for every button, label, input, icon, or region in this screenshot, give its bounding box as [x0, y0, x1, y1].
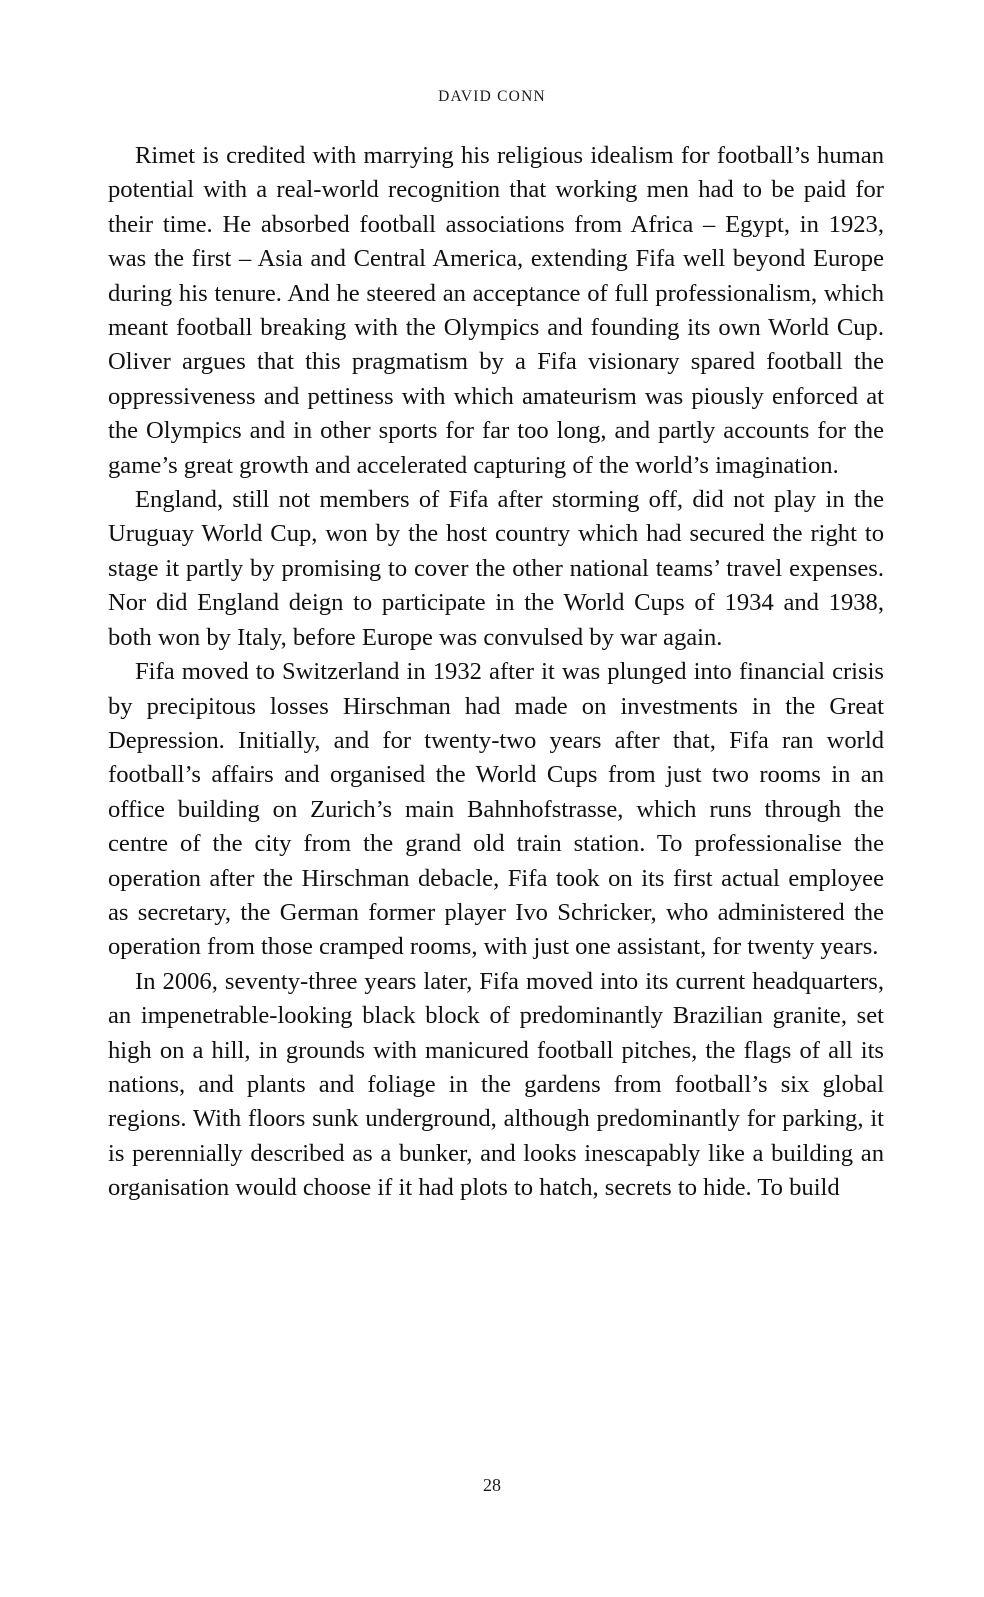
paragraph: Rimet is credited with marrying his religious idealism for football’s human potential with a real-world recognition that working men had to be paid for their time. He absorbed football associations from Africa – Egypt, in 1923, was the first – Asia and Central America, extending Fifa well beyond Europe during his tenure. And he steered an acceptance of full professionalism, which meant football breaking with the Olympics and founding its own World Cup. Oliver argues that this pragmatism by a Fifa visionary spared football the oppressiveness and pettiness with which amateurism was piously enforced at the Olympics and in other sports for far too long, and partly accounts for the game’s great growth and accelerated capturing of the world’s imagination. — [108, 142, 884, 479]
paragraph: England, still not members of Fifa after storming off, did not play in the Uruguay World Cup, won by the host country which had secured the right to stage it partly by promising to cover the other national teams’ travel expenses. Nor did England deign to participate in the World Cups of 1934 and 1938, both won by Italy, before Europe was convulsed by war again. — [108, 486, 884, 651]
body-text — [108, 139, 884, 1206]
page-number: 28 — [483, 1475, 501, 1495]
paragraph: In 2006, seventy-three years later, Fifa moved into its current headquarters, an impenetrable-looking black block of predominantly Brazilian granite, set high on a hill, in grounds with manicured football pitches, the flags of all its nations, and plants and foliage in the gardens from football’s six global regions. With floors sunk underground, although predominantly for parking, it is perennially described as a bunker, and looks inescapably like a building an organisation would choose if it had plots to hatch, secrets to hide. To build — [108, 967, 884, 1202]
running-head: DAVID CONN — [438, 88, 546, 105]
paragraph: Fifa moved to Switzerland in 1932 after it was plunged into financial crisis by precipitous losses Hirschman had made on investments in the Great Depression. Initially, and for twenty-two years after that, Fifa ran world football’s affairs and organised the World Cups from just two rooms in an office building on Zurich’s main Bahnhofstrasse, which runs through the centre of the city from the grand old train station. To professionalise the operation after the Hirschman debacle, Fifa took on its first actual employee as secretary, the German former player Ivo Schricker, who administered the operation from those cramped rooms, with just one assistant, for twenty years. — [108, 658, 884, 961]
